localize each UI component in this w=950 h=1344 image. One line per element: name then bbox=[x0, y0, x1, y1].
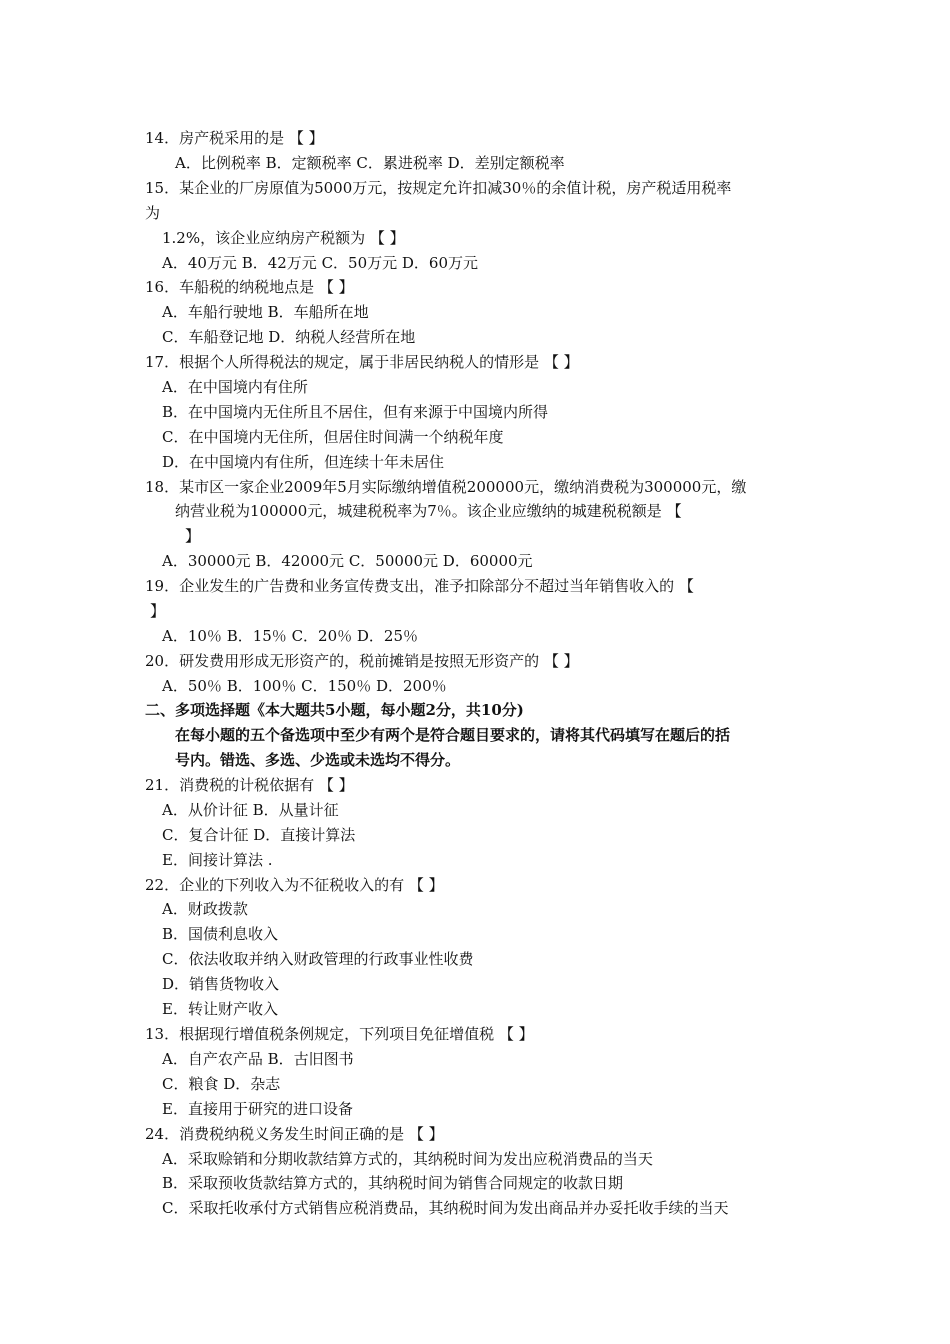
question-24: 24．消费税纳税义务发生时间正确的是 【 】 bbox=[145, 1125, 444, 1143]
question-21-option-e: E．间接计算法 . bbox=[162, 851, 273, 869]
question-24-option-c: C．采取托收承付方式销售应税消费品，其纳税时间为发出商品并办妥托收手续的当天 bbox=[162, 1199, 729, 1217]
question-18-cont: 纳营业税为100000元，城建税税率为7％。该企业应缴纳的城建税税额是 【 bbox=[175, 502, 682, 520]
question-17-option-a: A．在中国境内有住所 bbox=[162, 378, 308, 396]
question-22: 22．企业的下列收入为不征税收入的有 【 】 bbox=[145, 876, 444, 894]
question-15-options: A．40万元 B．42万元 C．50万元 D．60万元 bbox=[162, 254, 479, 272]
question-21: 21．消费税的计税依据有 【 】 bbox=[145, 776, 354, 794]
question-18-options: A．30000元 B．42000元 C．50000元 D．60000元 bbox=[162, 552, 533, 570]
question-19: 19．企业发生的广告费和业务宣传费支出，准予扣除部分不超过当年销售收入的 【 bbox=[145, 577, 694, 595]
question-15-wrap: 为 bbox=[145, 204, 161, 222]
question-24-option-b: B．采取预收货款结算方式的，其纳税时间为销售合同规定的收款日期 bbox=[162, 1174, 624, 1192]
question-22-option-b: B．国债利息收入 bbox=[162, 925, 279, 943]
question-13-option-e: E．直接用于研究的进口设备 bbox=[162, 1100, 353, 1118]
question-16-options-cd: C．车船登记地 D．纳税人经营所在地 bbox=[162, 328, 416, 346]
section-instructions: 在每小题的五个备选项中至少有两个是符合题目要求的，请将其代码填写在题后的括 bbox=[175, 726, 731, 744]
question-14-options: A．比例税率 B．定额税率 C．累进税率 D．差别定额税率 bbox=[175, 154, 565, 172]
question-20: 20．研发费用形成无形资产的，税前摊销是按照无形资产的 【 】 bbox=[145, 652, 579, 670]
question-21-options-ab: A．从价计征 B．从量计征 bbox=[162, 801, 339, 819]
question-21-options-cd: C．复合计征 D．直接计算法 bbox=[162, 826, 356, 844]
question-19-options: A．10％ B．15％ C．20％ D．25％ bbox=[162, 627, 419, 645]
question-22-option-e: E．转让财产收入 bbox=[162, 1000, 278, 1018]
question-16: 16．车船税的纳税地点是 【 】 bbox=[145, 278, 354, 296]
question-22-option-a: A．财政拨款 bbox=[162, 900, 248, 918]
question-24-option-a: A．采取赊销和分期收款结算方式的，其纳税时间为发出应税消费品的当天 bbox=[162, 1150, 653, 1168]
question-22-option-c: C．依法收取并纳入财政管理的行政事业性收费 bbox=[162, 950, 474, 968]
question-13-options-cd: C．粮食 D．杂志 bbox=[162, 1075, 281, 1093]
section-heading-multiple-choice: 二、多项选择题《本大题共5小题，每小题2分，共10分) bbox=[145, 701, 524, 719]
question-14: 14．房产税采用的是 【 】 bbox=[145, 129, 324, 147]
question-15-cont: 1.2%，该企业应纳房产税额为 【 】 bbox=[162, 229, 405, 247]
question-19-bracket: 】 bbox=[150, 602, 166, 620]
section-instructions-cont: 号内。错选、多选、少选或未选均不得分。 bbox=[175, 751, 461, 769]
question-16-options-ab: A．车船行驶地 B．车船所在地 bbox=[162, 303, 369, 321]
question-18: 18．某市区一家企业2009年5月实际缴纳增值税200000元，缴纳消费税为300000元，缴 bbox=[145, 478, 747, 496]
question-17-option-c: C．在中国境内无住所，但居住时间满一个纳税年度 bbox=[162, 428, 504, 446]
question-17: 17．根据个人所得税法的规定，属于非居民纳税人的情形是 【 】 bbox=[145, 353, 579, 371]
question-17-option-d: D．在中国境内有住所，但连续十年未居住 bbox=[162, 453, 445, 471]
question-15: 15．某企业的厂房原值为5000万元，按规定允许扣减30％的余值计税，房产税适用税率 bbox=[145, 179, 732, 197]
question-17-option-b: B．在中国境内无住所且不居住，但有来源于中国境内所得 bbox=[162, 403, 549, 421]
question-13: 13．根据现行增值税条例规定，下列项目免征增值税 【 】 bbox=[145, 1025, 534, 1043]
question-13-options-ab: A．自产农产品 B．古旧图书 bbox=[162, 1050, 354, 1068]
question-20-options: A．50％ B．100％ C．150％ D．200％ bbox=[162, 677, 447, 695]
question-22-option-d: D．销售货物收入 bbox=[162, 975, 280, 993]
question-18-bracket: 】 bbox=[185, 527, 201, 545]
